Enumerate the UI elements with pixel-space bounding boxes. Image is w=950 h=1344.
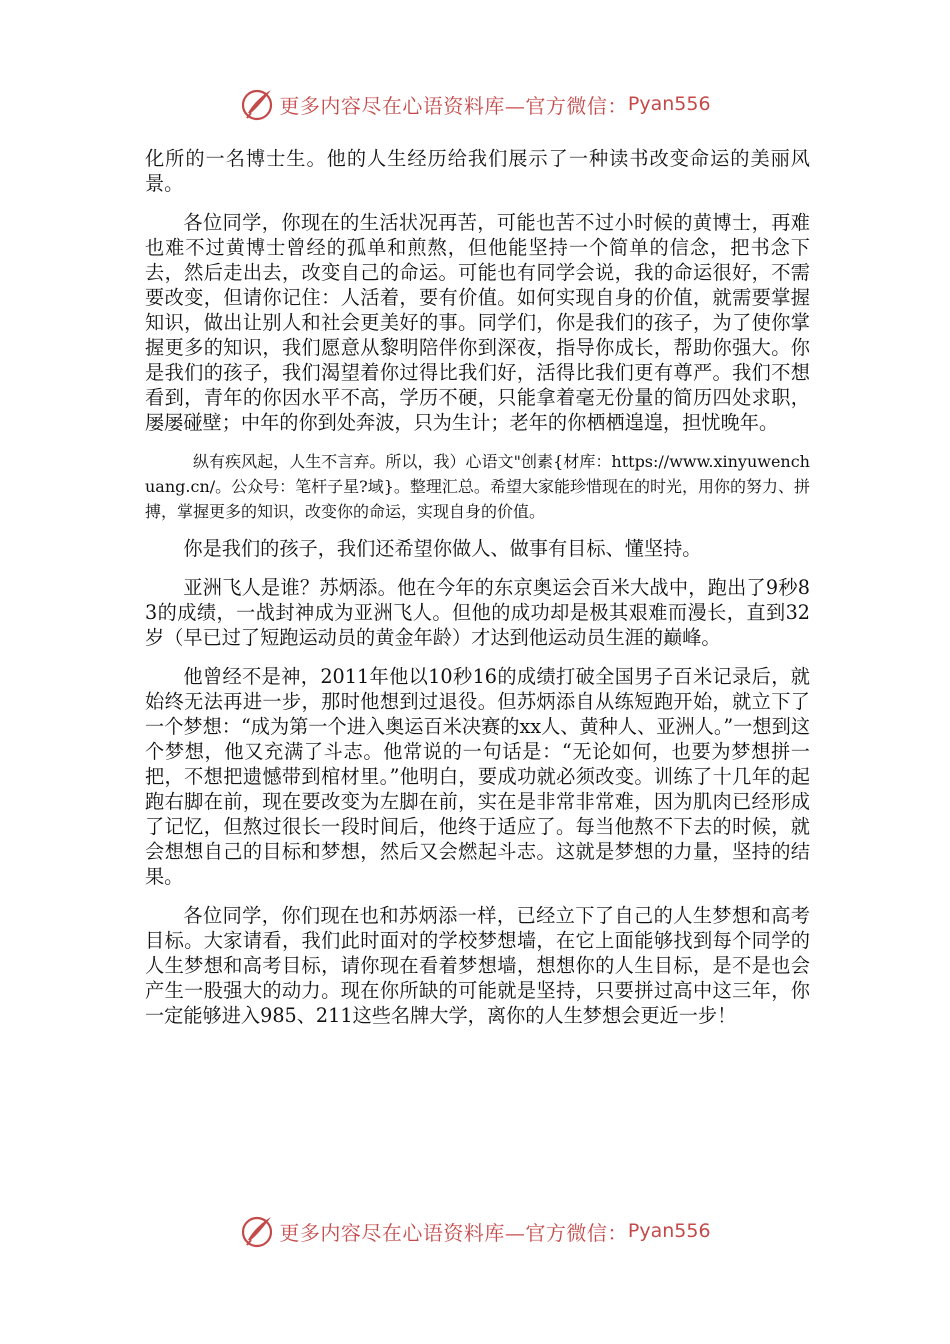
feather-pen-icon — [239, 86, 275, 122]
paragraph-1: 化所的一名博士生。他的人生经历给我们展示了一种读书改变命运的美丽风景。 — [145, 147, 810, 195]
paragraph-2: 各位同学，你现在的生活状况再苦，可能也苦不过小时候的黄博士，再难也难不过黄博士曾经的孤单和煎熬，但他能坚持一个简单的信念，把书念下去，然后走出去，改变自己的命运。可能也有同学会说，我的命运很好，不需要改变，但请你记住：人活着，要有价值。如何实现自身的价值，就需要掌握知识，做出让别人和社会更美好的事。同学们，你是我们的孩子，为了使你掌握更多的知识，我们愿意从黎明陪伴你到深夜，指导你成长，帮助你强大。你是我们的孩子，我们渴望着你过得比我们好，活得比我们更有尊严。我们不想看到，青年的你因水平不高，学历不硬，只能拿着毫无份量的简历四处求职，屡屡碰壁；中年的你到处奔波，只为生计；老年的你栖栖遑遑，担忧晚年。 — [145, 211, 810, 434]
wechat-id: Pyan556 — [627, 1220, 711, 1242]
footer-banner — [0, 1209, 950, 1253]
wechat-id: Pyan556 — [627, 93, 711, 115]
paragraph-5: 亚洲飞人是谁？苏炳添。他在今年的东京奥运会百米大战中，跑出了9秒83的成绩，一战封神成为亚洲飞人。但他的成功却是极其艰难而漫长，直到32岁（早已过了短跑运动员的黄金年龄）才达到他运动员生涯的巅峰。 — [145, 576, 810, 649]
paragraph-4: 你是我们的孩子，我们还希望你做人、做事有目标、懂坚持。 — [183, 537, 702, 560]
paragraph-6: 他曾经不是神，2011年他以10秒16的成绩打破全国男子百米记录后，就始终无法再进一步，那时他想到过退役。但苏炳添自从练短跑开始，就立下了一个梦想：“成为第一个进入奥运百米决赛的xx人、黄种人、亚洲人。”一想到这个梦想，他又充满了斗志。他常说的一句话是：“无论如何，也要为梦想拼一把，不想把遗憾带到棺材里。”他明白，要成功就必须改变。训练了十几年的起跑右脚在前，现在要改变为左脚在前，实在是非常非常难，因为肌肉已经形成了记忆，但熬过很长一段时间后，他终于适应了。每当他熬不下去的时候，就会想想自己的目标和梦想，然后又会燃起斗志。这就是梦想的力量，坚持的结果。 — [145, 665, 810, 888]
banner-text: 更多内容尽在心语资料库—官方微信： — [279, 93, 628, 118]
paragraph-3: 纵有疾风起，人生不言弃。所以，我）心语文"创素{材库：https://www.xinyuwenchuang.cn/。公众号：笔杆子星?域}。整理汇总。希望大家能珍惜现在的时光，用你的努力、拼搏，掌握更多的知识，改变你的命运，实现自身的价值。 — [145, 452, 810, 521]
paragraph-7: 各位同学，你们现在也和苏炳添一样，已经立下了自己的人生梦想和高考目标。大家请看，我们此时面对的学校梦想墙，在它上面能够找到每个同学的人生梦想和高考目标，请你现在看着梦想墙，想想你的人生目标，是不是也会产生一股强大的动力。现在你所缺的可能就是坚持，只要拼过高中这三年，你一定能够进入985、211这些名牌大学，离你的人生梦想会更近一步！ — [145, 904, 810, 1027]
feather-pen-icon — [239, 1213, 275, 1249]
document-body — [145, 146, 810, 1042]
header-banner — [0, 82, 950, 126]
banner-text: 更多内容尽在心语资料库—官方微信： — [279, 1220, 628, 1245]
